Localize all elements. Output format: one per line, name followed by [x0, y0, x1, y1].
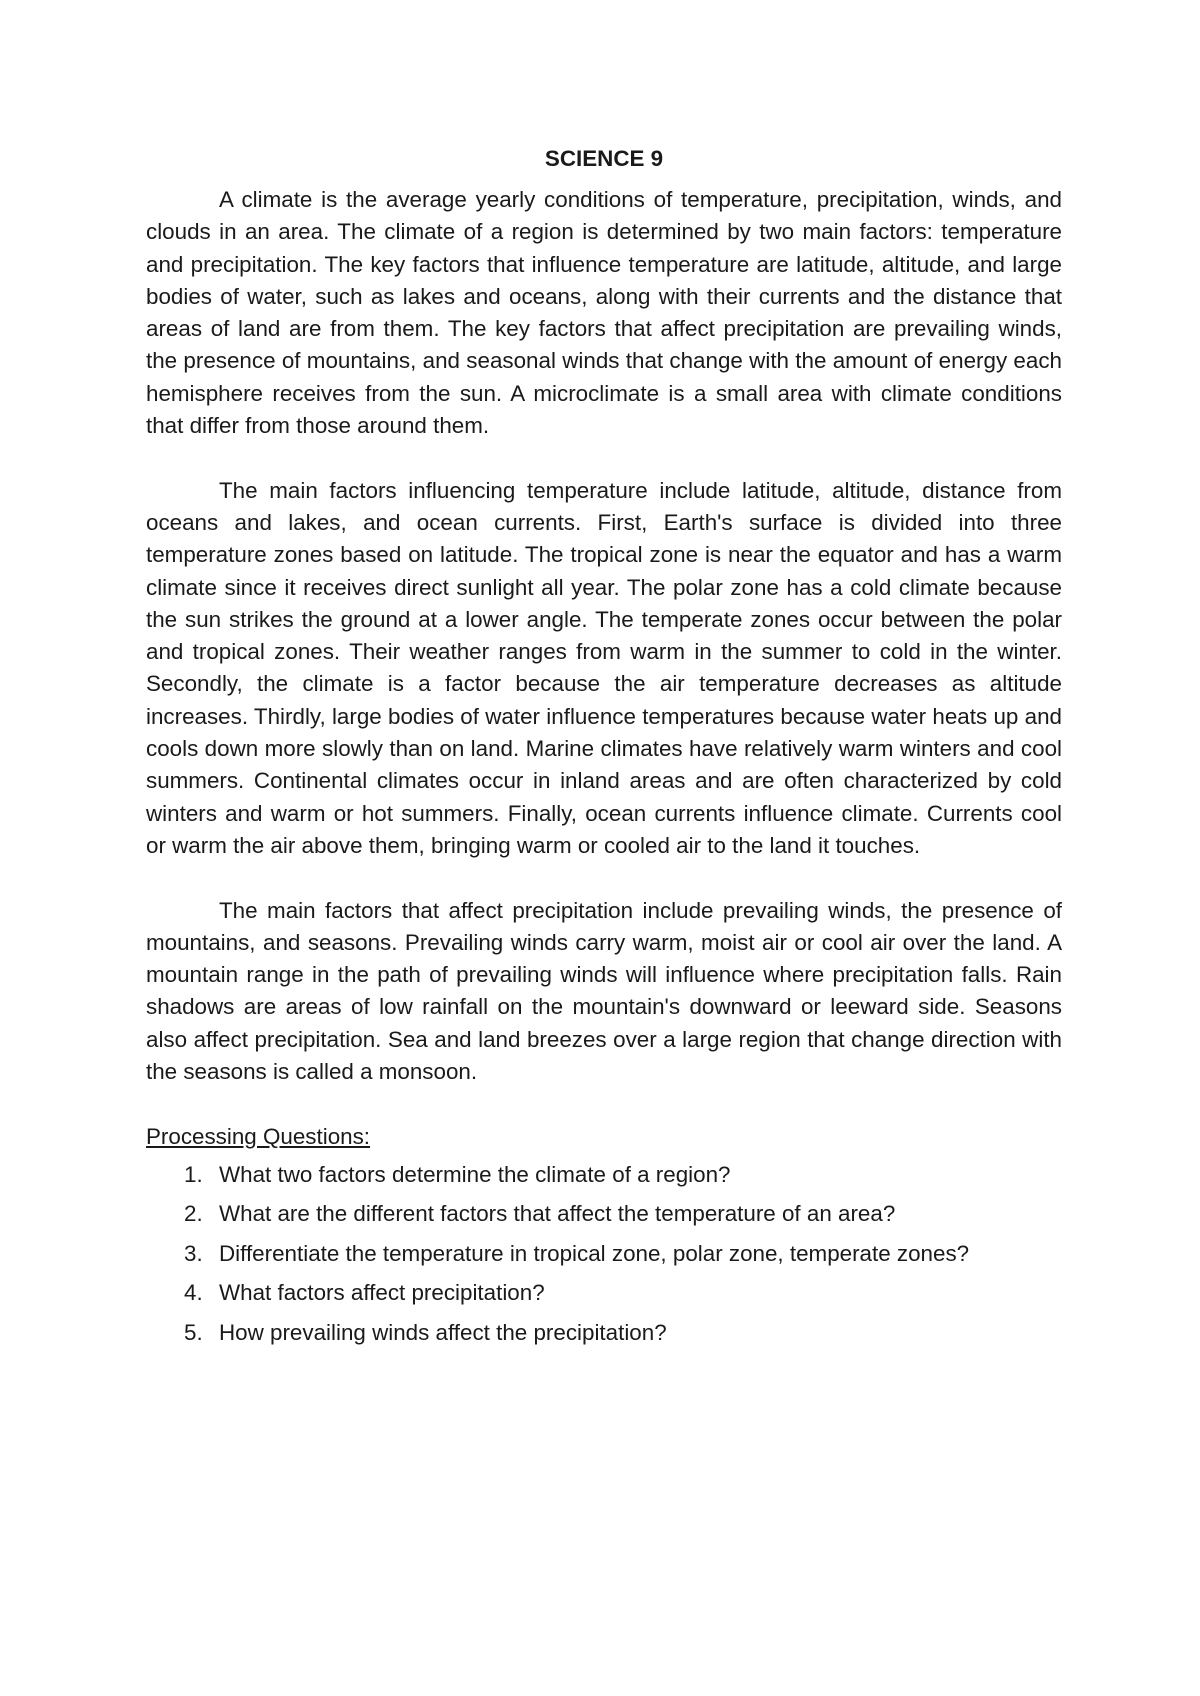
question-item [146, 1194, 1062, 1234]
questions-list [146, 1155, 1062, 1353]
paragraph-climate-definition: A climate is the average yearly conditions of temperature, precipitation, winds, and clouds in an area. The climate of a region is determined by two main factors: temperature and precipitation. The key factors that influence temperature are latitude, altitude, and large bodies of water, such as lakes and oceans, along with their currents and the distance that areas of land are from them. The key factors that affect precipitation are prevailing winds, the presence of mountains, and seasonal winds that change with the amount of energy each hemisphere receives from the sun. A microclimate is a small area with climate conditions that differ from those around them. [146, 187, 1062, 439]
question-text: Differentiate the temperature in tropical zone, polar zone, temperate zones? [219, 1240, 970, 1266]
document-title: SCIENCE 9 [544, 146, 664, 171]
question-item [146, 1234, 1062, 1274]
question-number: 5. [184, 1319, 203, 1345]
question-text: How prevailing winds affect the precipitation? [219, 1319, 667, 1345]
questions-heading: Processing Questions: [146, 1123, 371, 1149]
question-text: What are the different factors that affect the temperature of an area? [219, 1201, 896, 1227]
question-number: 4. [184, 1280, 203, 1306]
question-text: What two factors determine the climate of a region? [219, 1161, 731, 1187]
question-text: What factors affect precipitation? [219, 1280, 545, 1306]
question-number: 1. [184, 1161, 203, 1187]
question-number: 2. [184, 1201, 203, 1227]
paragraph-temperature-factors: The main factors influencing temperature include latitude, altitude, distance from oceans and lakes, and ocean currents. First, Earth's surface is divided into three temperature zones based on latitude. The tropical zone is near the equator and has a warm climate since it receives direct sunlight all year. The polar zone has a cold climate because the sun strikes the ground at a lower angle. The temperate zones occur between the polar and tropical zones. Their weather ranges from warm in the summer to cold in the winter. Secondly, the climate is a factor because the air temperature decreases as altitude increases. Thirdly, large bodies of water influence temperatures because water heats up and cools down more slowly than on land. Marine climates have relatively warm winters and cool summers. Continental climates occur in inland areas and are often characterized by cold winters and warm or hot summers. Finally, ocean currents influence climate. Currents cool or warm the air above them, bringing warm or cooled air to the land it touches. [146, 477, 1062, 858]
question-item [146, 1313, 1062, 1353]
question-number: 3. [184, 1240, 203, 1266]
document-page [146, 143, 1062, 1352]
question-item [146, 1155, 1062, 1195]
paragraph-precipitation-factors: The main factors that affect precipitation include prevailing winds, the presence of mountains, and seasons. Prevailing winds carry warm, moist air or cool air over the land. A mountain range in the path of prevailing winds will influence where precipitation falls. Rain shadows are areas of low rainfall on the mountain's downward or leeward side. Seasons also affect precipitation. Sea and land breezes over a large region that change direction with the seasons is called a monsoon. [146, 897, 1062, 1085]
question-item [146, 1273, 1062, 1313]
